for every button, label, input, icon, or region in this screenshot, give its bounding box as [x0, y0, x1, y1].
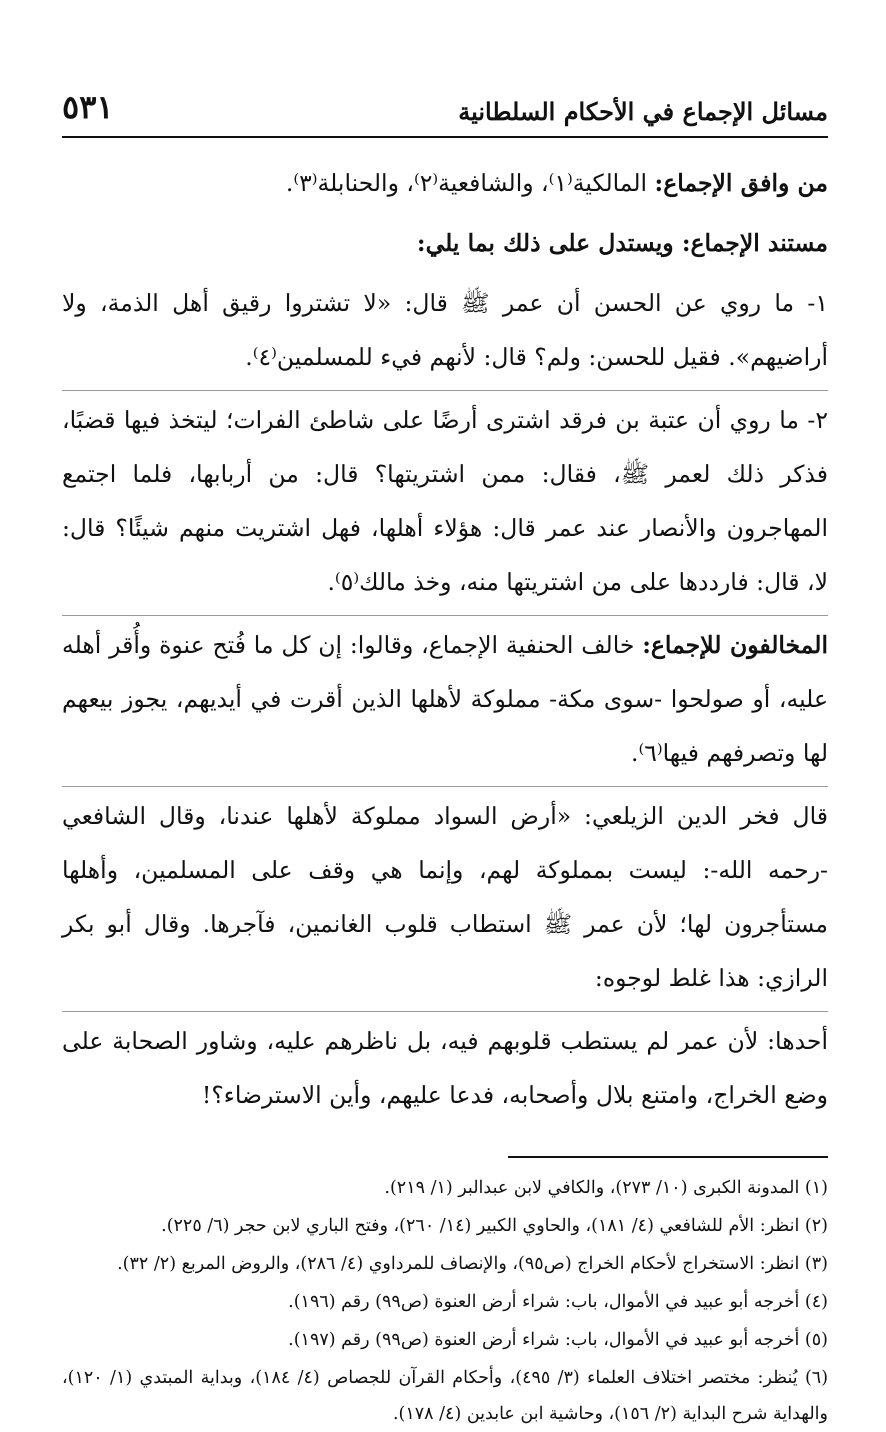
footnote-1: (١) المدونة الكبرى (١٠/ ٢٧٣)، والكافي لابن عبدالبر (١/ ٢١٩).: [384, 1178, 828, 1198]
opponents-heading: المخالفون للإجماع:: [642, 631, 828, 659]
footnote-3: (٣) انظر: الاستخراج لأحكام الخراج (ص٩٥)، والإنصاف للمرداوي (٤/ ٢٨٦)، والروض المربع (٢/ ٣٢).: [117, 1254, 828, 1274]
page-number: ٥٣١: [62, 88, 114, 126]
paragraph-agreement: [62, 156, 828, 210]
footnote-2: (٢) انظر: الأم للشافعي (٤/ ١٨١)، والحاوي الكبير (١٤/ ٢٦٠)، وفتح الباري لابن حجر (٦/ ٢٢٥).: [161, 1216, 828, 1236]
footnote-separator: [508, 1156, 828, 1158]
footnote-6: (٦) يُنظر: مختصر اختلاف العلماء (٣/ ٤٩٥)، وأحكام القرآن للجصاص (٤/ ١٨٤)، وبداية المبتدي (١/ ١٢٠)، والهداية شرح البداية (٢/ ١٥٦)، وحاشية ابن عابدين (٤/ ١٧٨).: [62, 1368, 829, 1424]
basis-text: ويستدل على ذلك بما يلي:: [416, 229, 682, 257]
paragraph-zaylai-quote: قال فخر الدين الزيلعي: «أرض السواد مملوكة لأهلها عندنا، وقال الشافعي -رحمه الله-: ليست بمملوكة لهم، وإنما هي وقف على المسلمين، وأهلها مستأجرون لها؛ لأن عمر ﷺ استطاب قلوب الغانمين، فآجرها. وقال أبو بكر الرازي: هذا غلط لوجوه:: [62, 786, 828, 1005]
paragraph-evidence-1: ١- ما روي عن الحسن أن عمر ﷺ قال: «لا تشتروا رقيق أهل الذمة، ولا أراضيهم». فقيل للحسن: ولم؟ قال: لأنهم فيء للمسلمين⁽٤⁾.: [62, 289, 828, 371]
running-header: [62, 88, 828, 138]
basis-heading: مستند الإجماع:: [681, 229, 828, 257]
agreement-heading: من وافق الإجماع:: [654, 169, 828, 197]
footnote-4: (٤) أخرجه أبو عبيد في الأموال، باب: شراء أرض العنوة (ص٩٩) رقم (١٩٦).: [288, 1292, 828, 1312]
paragraph-opponents: [62, 615, 828, 780]
opponents-text: خالف الحنفية الإجماع، وقالوا: إن كل ما فُتح عنوة وأُقر أهله عليه، أو صولحوا -سوى مكة- مملوكة لأهلها الذين أقرت في أيديهم، يجوز بيعهم لها وتصرفهم فيها⁽٦⁾.: [62, 631, 828, 767]
paragraph-first-reason: أحدها: لأن عمر لم يستطب قلوبهم فيه، بل ناظرهم عليه، وشاور الصحابة على وضع الخراج، وامتنع بلال وأصحابه، فدعا عليهم، وأين الاسترضاء؟!: [62, 1011, 828, 1122]
agreement-text: المالكية⁽١⁾، والشافعية⁽٢⁾، والحنابلة⁽٣⁾.: [285, 169, 655, 197]
main-text: [62, 156, 828, 1122]
footnote-5: (٥) أخرجه أبو عبيد في الأموال، باب: شراء أرض العنوة (ص٩٩) رقم (١٩٧).: [288, 1330, 828, 1350]
paragraph-basis: [62, 216, 828, 270]
paragraph-evidence-2: ٢- ما روي أن عتبة بن فرقد اشترى أرضًا على شاطئ الفرات؛ ليتخذ فيها قضبًا، فذكر ذلك لعمر ﷺ، فقال: ممن اشتريتها؟ قال: من أربابها، فلما اجتمع المهاجرون والأنصار عند عمر قال: هؤلاء أهلها، فهل اشتريت منهم شيئًا؟ قال: لا، قال: فارددها على من اشتريتها منه، وخذ مالك⁽٥⁾.: [62, 390, 828, 609]
running-title: مسائل الإجماع في الأحكام السلطانية: [458, 97, 828, 126]
